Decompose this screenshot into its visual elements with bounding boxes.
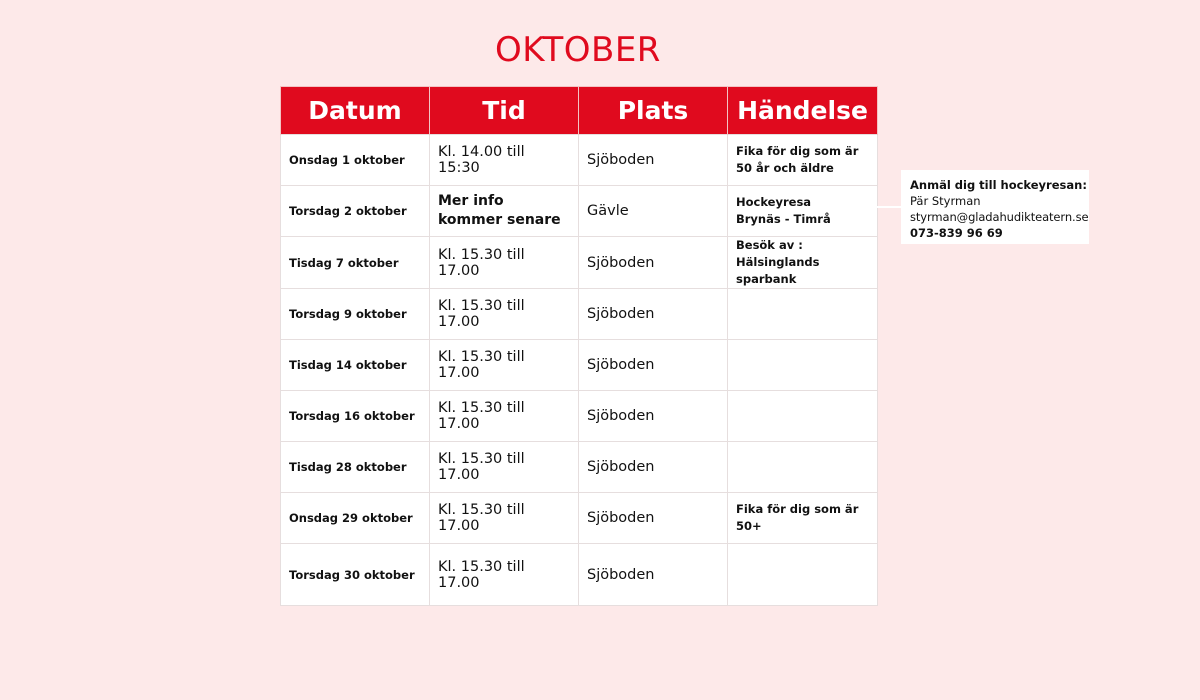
cell-handelse — [728, 442, 878, 493]
cell-handelse: Fika för dig som är 50+ — [728, 493, 878, 544]
table-row — [281, 186, 878, 237]
cell-handelse — [728, 544, 878, 606]
cell-plats: Sjöboden — [579, 289, 728, 340]
cell-tid: Kl. 15.30 till 17.00 — [430, 544, 579, 606]
header-tid: Tid — [430, 87, 579, 135]
cell-plats: Sjöboden — [579, 391, 728, 442]
table-row — [281, 544, 878, 606]
cell-tid: Kl. 15.30 till 17.00 — [430, 391, 579, 442]
header-plats: Plats — [579, 87, 728, 135]
table-row — [281, 391, 878, 442]
cell-tid: Kl. 15.30 till 17.00 — [430, 442, 579, 493]
info-connector-line — [877, 206, 901, 208]
cell-plats: Sjöboden — [579, 442, 728, 493]
page-title: OKTOBER — [495, 30, 661, 70]
cell-datum: Tisdag 7 oktober — [281, 237, 430, 289]
cell-handelse — [728, 340, 878, 391]
contact-email: styrman@gladahudikteatern.se — [910, 210, 1089, 224]
contact-name: Pär Styrman — [910, 194, 981, 208]
info-heading: Anmäl dig till hockeyresan: — [910, 178, 1087, 192]
cell-plats: Gävle — [579, 186, 728, 237]
cell-tid: Mer info kommer senare — [430, 186, 579, 237]
cell-datum: Tisdag 28 oktober — [281, 442, 430, 493]
header-datum: Datum — [281, 87, 430, 135]
header-handelse: Händelse — [728, 87, 878, 135]
table-row — [281, 289, 878, 340]
table-row — [281, 340, 878, 391]
cell-datum: Tisdag 14 oktober — [281, 340, 430, 391]
cell-handelse: Besök av : Hälsinglands sparbank — [728, 237, 878, 289]
hockey-signup-info-box — [901, 170, 1089, 244]
schedule-table — [280, 86, 878, 606]
table-row — [281, 442, 878, 493]
cell-plats: Sjöboden — [579, 237, 728, 289]
cell-tid: Kl. 15.30 till 17.00 — [430, 289, 579, 340]
cell-handelse — [728, 289, 878, 340]
cell-tid: Kl. 15.30 till 17.00 — [430, 493, 579, 544]
cell-datum: Torsdag 9 oktober — [281, 289, 430, 340]
table-row — [281, 237, 878, 289]
cell-datum: Onsdag 29 oktober — [281, 493, 430, 544]
cell-datum: Torsdag 30 oktober — [281, 544, 430, 606]
cell-datum: Torsdag 16 oktober — [281, 391, 430, 442]
table-header-row — [281, 87, 878, 135]
cell-handelse — [728, 391, 878, 442]
table-row — [281, 135, 878, 186]
contact-phone: 073-839 96 69 — [910, 226, 1003, 240]
cell-handelse: Fika för dig som är 50 år och äldre — [728, 135, 878, 186]
cell-tid: Kl. 15.30 till 17.00 — [430, 237, 579, 289]
cell-tid: Kl. 14.00 till 15:30 — [430, 135, 579, 186]
table-row — [281, 493, 878, 544]
cell-plats: Sjöboden — [579, 493, 728, 544]
cell-handelse: Hockeyresa Brynäs - Timrå — [728, 186, 878, 237]
cell-plats: Sjöboden — [579, 340, 728, 391]
cell-plats: Sjöboden — [579, 544, 728, 606]
cell-tid: Kl. 15.30 till 17.00 — [430, 340, 579, 391]
cell-datum: Torsdag 2 oktober — [281, 186, 430, 237]
cell-datum: Onsdag 1 oktober — [281, 135, 430, 186]
cell-plats: Sjöboden — [579, 135, 728, 186]
